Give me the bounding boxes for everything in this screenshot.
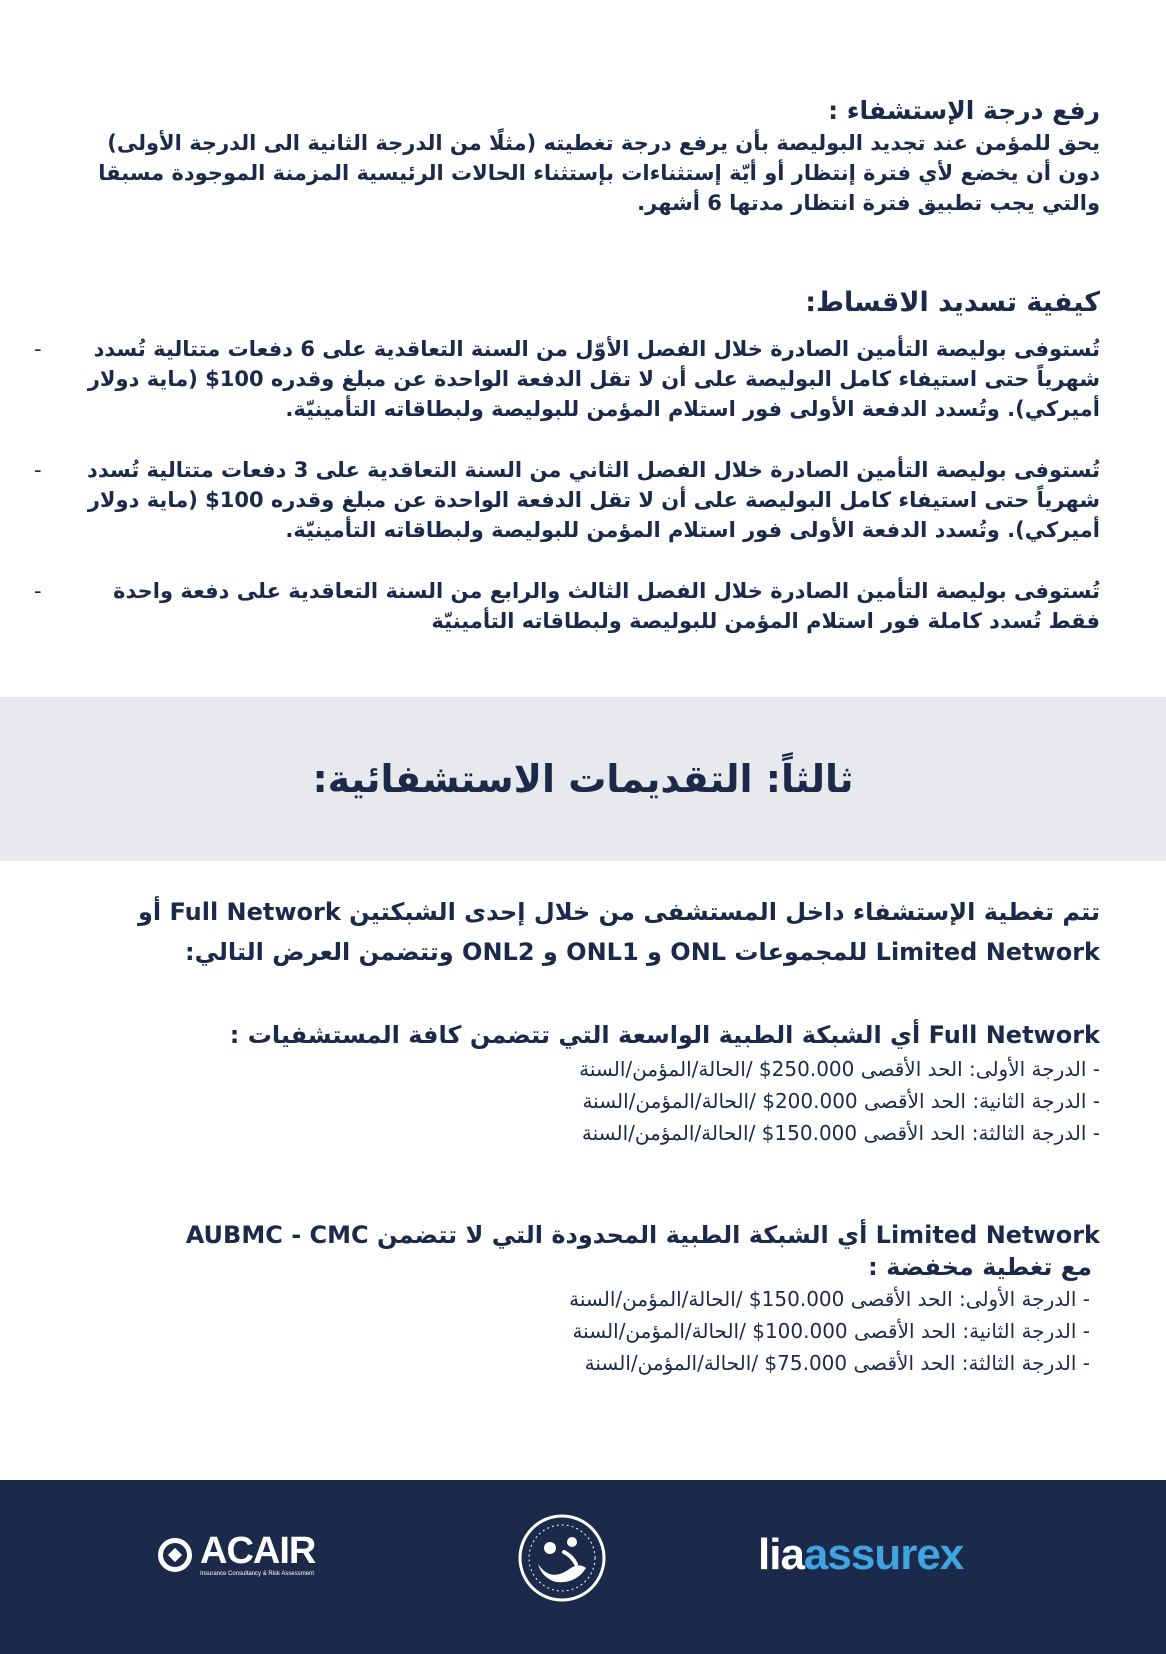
list-item: - الدرجة الثالثة: الحد الأقصى 75.000$ /الحالة/المؤمن/السنة: [584, 1351, 1090, 1375]
acair-wordmark: ACAIR: [200, 1530, 316, 1572]
list-item: - الدرجة الثالثة: الحد الأقصى 150.000$ /الحالة/المؤمن/السنة: [581, 1121, 1100, 1145]
intro-text: تتم تغطية الإستشفاء داخل المستشفى من خلال إحدى الشبكتين Full Network أو Limited Network للمجموعات ONL و ONL1 و ONL2 وتتضمن العرض التالي:: [137, 898, 1100, 966]
payment-item-text: تُستوفى بوليصة التأمين الصادرة خلال الفصل الأوّل من السنة التعاقدية على 6 دفعات متتالية تُسدد شهرياً حتى استيفاء كامل البوليصة على أن لا تقل الدفعة الواحدة عن مبلغ وقدره 100$ (ماية دولار أميركي). وتُسدد الدفعة الأولى فور استلام المؤمن للبوليصة ولبطاقاته التأمينيّة.: [87, 337, 1100, 421]
list-item: - الدرجة الثانية: الحد الأقصى 200.000$ /الحالة/المؤمن/السنة: [582, 1089, 1100, 1113]
payment-item-2: [34, 455, 1100, 545]
full-network-title: Full Network أي الشبكة الطبية الواسعة التي تتضمن كافة المستشفيات :: [229, 1021, 1100, 1049]
band-title: ثالثاً: التقديمات الاستشفائية:: [312, 757, 854, 801]
limited-network-title: Limited Network أي الشبكة الطبية المحدودة التي لا تتضمن AUBMC - CMC: [185, 1221, 1100, 1249]
full-network: [60, 1019, 1100, 1149]
section-payment: [60, 286, 1100, 320]
liaassurex-logo: [758, 1530, 963, 1580]
assurex-wordmark: assurex: [803, 1530, 964, 1579]
section-upgrade-title: رفع درجة الإستشفاء :: [828, 96, 1100, 125]
list-item: - الدرجة الأولى: الحد الأقصى 150.000$ /الحالة/المؤمن/السنة: [569, 1287, 1090, 1311]
payment-item-1: [34, 334, 1100, 424]
acair-tagline: Insurance Consultancy & Risk Assessment: [200, 1571, 315, 1577]
list-item: - الدرجة الثانية: الحد الأقصى 100.000$ /الحالة/المؤمن/السنة: [572, 1319, 1090, 1343]
limited-network-subtitle: مع تغطية مخفضة :: [868, 1253, 1092, 1281]
section-upgrade: [60, 96, 1100, 218]
payment-item-text: تُستوفى بوليصة التأمين الصادرة خلال الفصل الثالث والرابع من السنة التعاقدية على دفعة واحدة فقط تُسدد كاملة فور استلام المؤمن للبوليصة ولبطاقاته التأمينيّة: [113, 579, 1100, 633]
limited-network: [60, 1219, 1100, 1379]
list-item: - الدرجة الأولى: الحد الأقصى 250.000$ /الحالة/المؤمن/السنة: [579, 1057, 1100, 1081]
intro: [60, 892, 1100, 972]
full-network-list: [60, 1053, 1100, 1149]
section-payment-title: كيفية تسديد الاقساط:: [805, 287, 1100, 318]
association-emblem-icon: [516, 1512, 608, 1604]
limited-network-list: [60, 1283, 1100, 1379]
bullet-dash: -: [34, 458, 42, 482]
lia-wordmark: lia: [758, 1530, 804, 1579]
bullet-dash: -: [34, 337, 42, 361]
payment-item-3: [34, 576, 1100, 636]
payment-item-text: تُستوفى بوليصة التأمين الصادرة خلال الفصل الثاني من السنة التعاقدية على 3 دفعات متتالية تُسدد شهرياً حتى استيفاء كامل البوليصة على أن لا تقل الدفعة الواحدة عن مبلغ وقدره 100$ (ماية دولار أميركي). وتُسدد الدفعة الأولى فور استلام المؤمن للبوليصة ولبطاقاته التأمينيّة.: [87, 458, 1100, 542]
acair-mark-icon: [158, 1538, 192, 1572]
section-upgrade-body: يحق للمؤمن عند تجديد البوليصة بأن يرفع درجة تغطيته (مثلًا من الدرجة الثانية الى الدرجة الأولى) دون أن يخضع لأي فترة إنتظار أو أيّة إستثناءات بإستثناء الحالات الرئيسية المزمنة الموجودة مسبقا والتي يجب تطبيق فترة انتظار مدتها 6 أشهر.: [98, 131, 1100, 215]
bullet-dash: -: [34, 579, 42, 603]
acair-logo: [158, 1527, 368, 1583]
